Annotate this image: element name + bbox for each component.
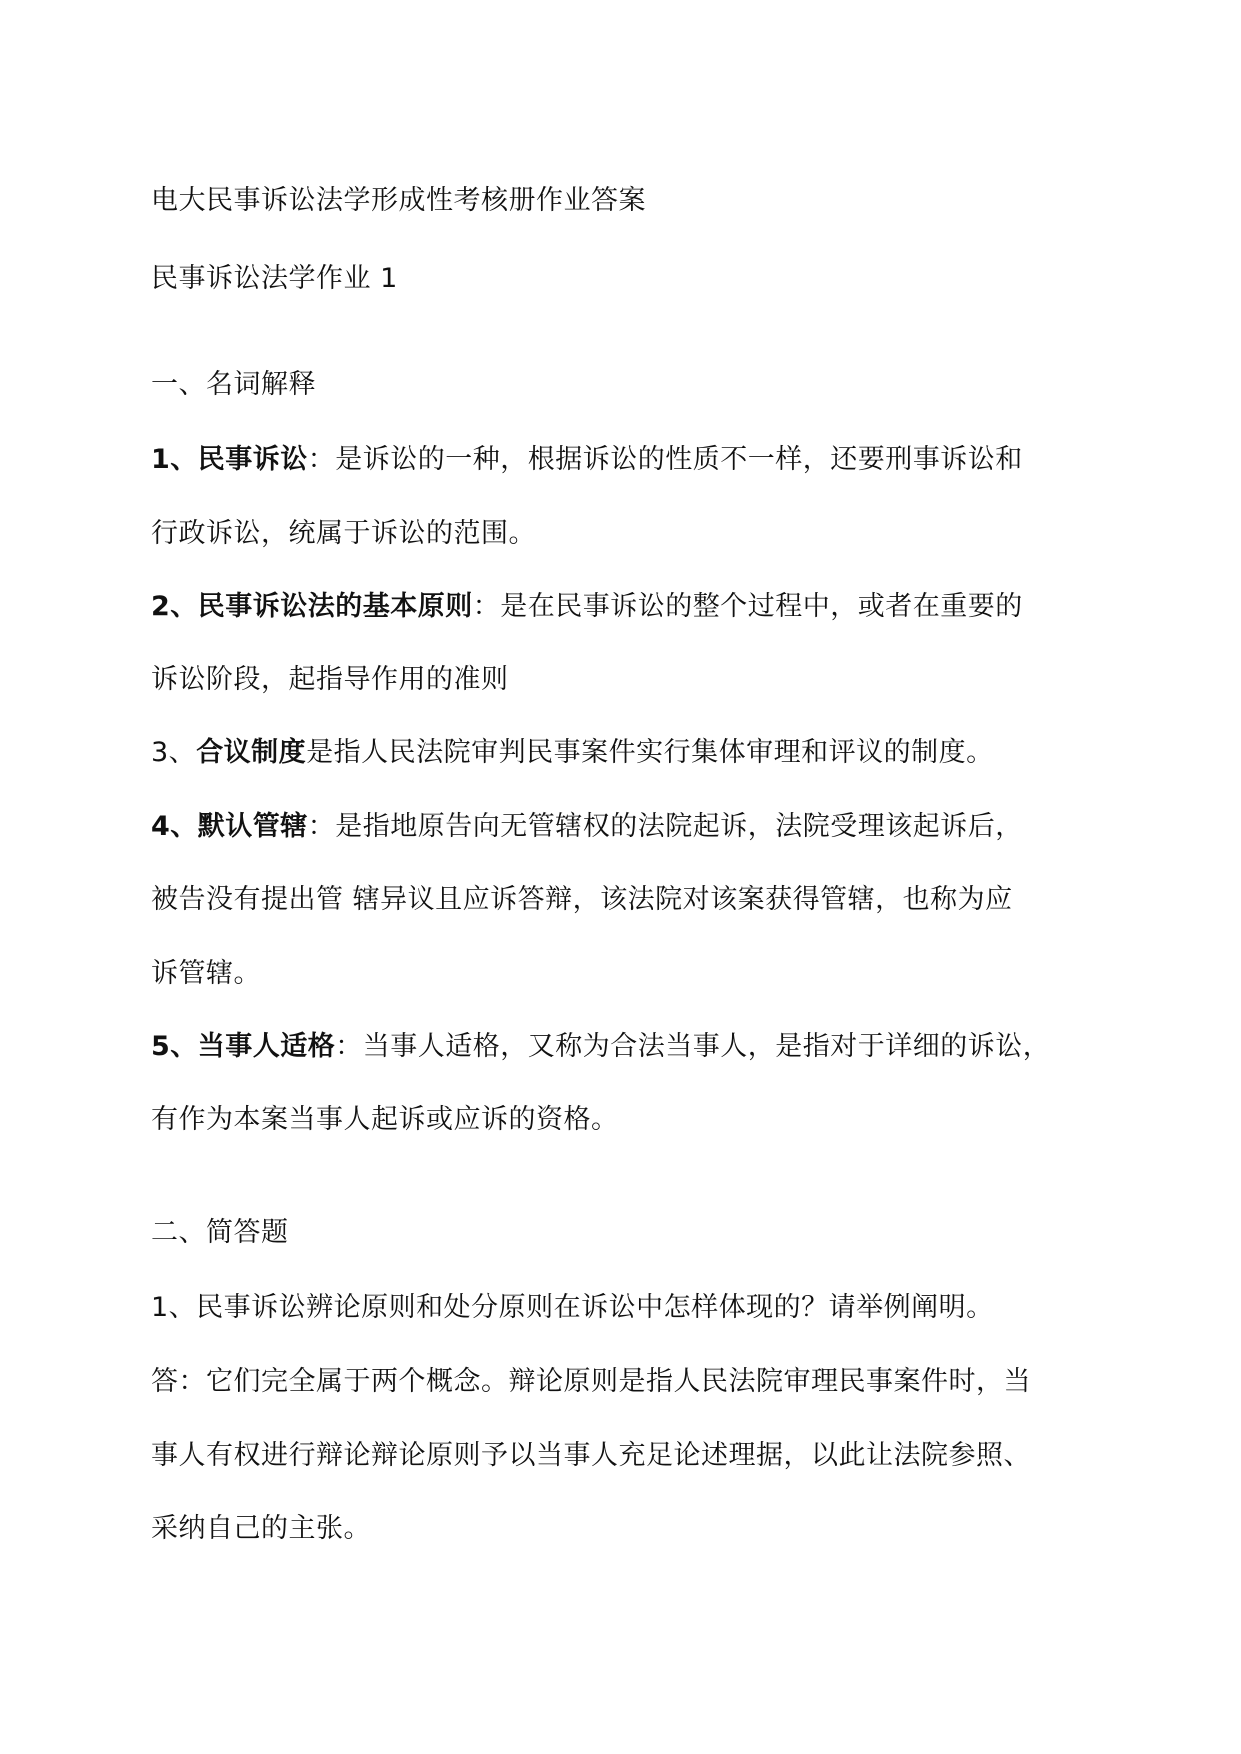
definition-item-3 bbox=[151, 733, 1111, 773]
definition-text: 是指地原告向无管辖权的法院起诉，法院受理该起诉后， bbox=[335, 811, 1023, 842]
document-title: 电大民事诉讼法学形成性考核册作业答案 bbox=[151, 185, 646, 216]
item-number: 2、 bbox=[151, 591, 198, 622]
definition-item-2 bbox=[151, 587, 1111, 627]
section-heading-short-answer: 二、简答题 bbox=[151, 1217, 289, 1248]
document-subtitle: 民事诉讼法学作业 1 bbox=[151, 263, 398, 294]
answer-1-line-2: 事人有权进行辩论辩论原则予以当事人充足论述理据，以此让法院参照、 bbox=[151, 1440, 1031, 1471]
definition-item-4-continued-2: 诉管辖。 bbox=[151, 958, 261, 989]
item-number: 3、 bbox=[151, 737, 197, 768]
question-1: 1、民事诉讼辨论原则和处分原则在诉讼中怎样体现的？请举例阐明。 bbox=[151, 1292, 994, 1323]
definition-term: 民事诉讼法的基本原则 bbox=[197, 591, 473, 622]
definition-item-1 bbox=[151, 440, 1111, 480]
answer-1-line-1: 答：它们完全属于两个概念。辩论原则是指人民法院审理民事案件时，当 bbox=[151, 1366, 1031, 1397]
answer-1-line-3: 采纳自己的主张。 bbox=[151, 1513, 371, 1544]
definition-text: 是指人民法院审判民事案件实行集体审理和评议的制度。 bbox=[306, 737, 994, 768]
definition-term: 默认管辖 bbox=[197, 811, 308, 842]
definition-term: 当事人适格 bbox=[197, 1031, 336, 1062]
definition-item-5 bbox=[151, 1027, 1111, 1067]
term-separator: ： bbox=[307, 811, 336, 842]
term-separator: ： bbox=[307, 444, 336, 475]
definition-term: 民事诉讼 bbox=[197, 444, 308, 475]
term-separator: ： bbox=[472, 591, 501, 622]
definition-text: 是诉讼的一种，根据诉讼的性质不一样，还要刑事诉讼和 bbox=[335, 444, 1023, 475]
item-number: 1、 bbox=[151, 444, 198, 475]
definition-term: 合议制度 bbox=[196, 737, 307, 768]
definition-item-4-continued: 被告没有提出管 辖异议且应诉答辩，该法院对该案获得管辖，也称为应 bbox=[151, 884, 1013, 915]
section-heading-definitions: 一、名词解释 bbox=[151, 369, 316, 400]
item-number: 5、 bbox=[151, 1031, 198, 1062]
definition-item-1-continued: 行政诉讼，统属于诉讼的范围。 bbox=[151, 518, 536, 549]
term-separator: ： bbox=[335, 1031, 363, 1062]
definition-text: 当事人适格，又称为合法当事人，是指对于详细的诉讼， bbox=[362, 1031, 1051, 1062]
definition-item-4 bbox=[151, 807, 1111, 847]
definition-item-5-continued: 有作为本案当事人起诉或应诉的资格。 bbox=[151, 1104, 619, 1135]
item-number: 4、 bbox=[151, 811, 198, 842]
definition-item-2-continued: 诉讼阶段，起指导作用的准则 bbox=[151, 664, 509, 695]
definition-text: 是在民事诉讼的整个过程中，或者在重要的 bbox=[500, 591, 1023, 622]
